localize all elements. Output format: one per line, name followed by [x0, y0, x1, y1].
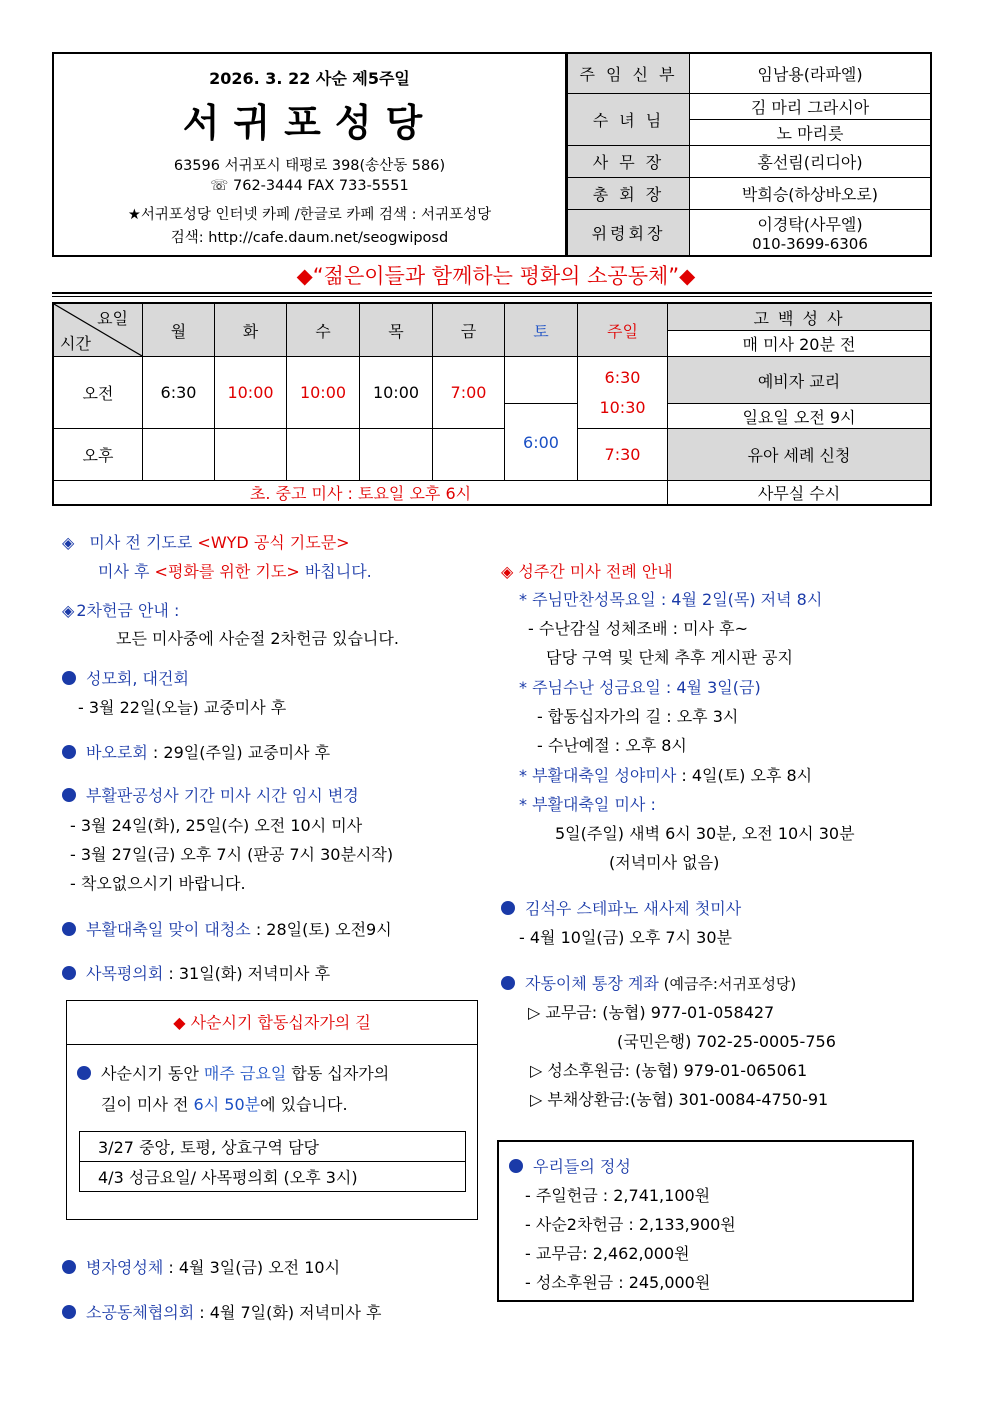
easter-vigil: [519, 763, 812, 786]
cafe-url[interactable]: 검색: http://cafe.daum.net/seogwiposd: [170, 230, 449, 246]
baptism-text: 사무실 수시: [757, 484, 841, 503]
staff-name-line: 이경탁(사무엘): [757, 214, 863, 234]
mothers-text: - 3월 22일(오늘) 교중미사 후: [78, 698, 287, 717]
day-header: 금: [433, 304, 505, 357]
mass-time-mon-am: 6:30: [143, 357, 215, 429]
stations-time: 6시 50분: [193, 1095, 261, 1114]
sick-communion-label: 병자영성체: [86, 1258, 164, 1277]
easter-mass-times: 5일(주일) 새벽 6시 30분, 오전 10시 30분: [555, 824, 855, 843]
am-label: 오전: [54, 357, 143, 429]
account-line: ▷ 성소후원금: (농협) 979-01-065061: [530, 1061, 808, 1080]
mass-time-tue-pm: [215, 429, 287, 481]
second-collection-text: 모든 미사중에 사순절 2차헌금 있습니다.: [116, 629, 399, 648]
circle-bullet-icon: [62, 966, 76, 980]
day-header: 화: [215, 304, 287, 357]
prayer-line-2: [98, 559, 372, 582]
stations-text: 합동 십자가의: [286, 1064, 390, 1083]
good-friday-sub: - 합동십자가의 길 : 오후 3시: [537, 707, 739, 726]
staff-table: [567, 54, 930, 255]
day-header-sunday: 주일: [578, 304, 668, 357]
mass-time-wed-pm: [287, 429, 360, 481]
staff-role: 위령회장: [568, 209, 690, 255]
prayer-before-label: 미사 전 기도로: [89, 533, 198, 552]
staff-name: 김 마리 그라시아: [690, 93, 931, 119]
slogan: ◆“젊은이들과 함께하는 평화의 소공동체”◆: [296, 264, 696, 288]
day-header: 수: [287, 304, 360, 357]
divider: [52, 296, 932, 297]
wyd-prayer: <WYD 공식 기도문>: [197, 533, 350, 552]
prayer-after-end: 바칩니다.: [299, 562, 372, 581]
circle-bullet-icon: [77, 1066, 91, 1080]
council-text: : 31일(화) 저녁미사 후: [163, 964, 331, 983]
paul-label: 바오로회: [86, 743, 148, 762]
parish-phone: ☏ 762-3444 FAX 733-5551: [210, 178, 409, 194]
good-friday: * 주님수난 성금요일 : 4월 3일(금): [519, 678, 761, 697]
mass-time-thu-am: 10:00: [360, 357, 433, 429]
staff-role: 사 무 장: [568, 145, 690, 177]
peace-prayer: <평화를 위한 기도>: [154, 562, 300, 581]
stations-assignment-table: [79, 1131, 466, 1192]
stations-every-friday: 매주 금요일: [203, 1064, 287, 1083]
first-mass-text: - 4월 10일(금) 오후 7시 30분: [519, 928, 732, 947]
mass-time-fri-pm: [433, 429, 505, 481]
confession-text: 매 미사 20분 전: [668, 331, 930, 357]
baptism-title: 유아 세례 신청: [668, 429, 930, 481]
mass-time-sun-am: [578, 357, 668, 429]
circle-bullet-icon: [509, 1159, 523, 1173]
stations-text-line-2: [101, 1092, 348, 1115]
stations-text: 사순시기 동안: [101, 1064, 204, 1083]
stations-assignment-row: 3/27 중앙, 토평, 상효구역 담당: [80, 1132, 466, 1162]
good-friday-sub: - 수난예절 : 오후 8시: [537, 736, 687, 755]
council-label: 사목평의회: [86, 964, 164, 983]
staff-name: 홍선림(리디아): [690, 145, 931, 177]
catechumen-title: 예비자 교리: [668, 357, 930, 404]
cafe-note: ★서귀포성당 인터넷 카페 /한글로 카페 검색 : 서귀포성당: [127, 207, 492, 223]
easter-mass: * 부활대축일 미사 :: [519, 795, 656, 814]
account-label: 자동이체 통장 계좌: [525, 974, 659, 993]
easter-no-evening: (저녁미사 없음): [609, 853, 720, 872]
account-line: (국민은행) 702-25-0005-756: [617, 1032, 836, 1051]
circle-bullet-icon: [62, 671, 76, 685]
sick-communion-item: [62, 1255, 340, 1278]
easter-vigil-time: : 4일(토) 오후 8시: [676, 766, 813, 785]
holy-thursday-sub: - 수난감실 성체조배 : 미사 후~: [528, 619, 749, 638]
divider: [52, 292, 932, 294]
holy-thursday: * 주님만찬성목요일 : 4월 2일(목) 저녁 8시: [519, 590, 823, 609]
offering-line: - 교무금: 2,462,000원: [525, 1244, 690, 1263]
circle-bullet-icon: [62, 745, 76, 759]
parish-info: [54, 54, 567, 255]
staff-role: 총 회 장: [568, 177, 690, 209]
mothers-title: [62, 666, 189, 689]
mass-schedule-table: [52, 302, 932, 506]
pm-label: 오후: [54, 429, 143, 481]
account-title: [501, 971, 796, 994]
stations-text: 에 있습니다.: [260, 1095, 348, 1114]
sun-am-time: 6:30: [604, 367, 641, 387]
offerings-box: [497, 1140, 914, 1302]
community-council-text: : 4월 7일(화) 저녁미사 후: [194, 1303, 382, 1322]
mass-time-sun-pm: 7:30: [578, 429, 668, 481]
holy-week-title: ◈ 성주간 미사 전례 안내: [501, 562, 673, 581]
schedule-change-label: 부활판공성사 기간 미사 시간 임시 변경: [86, 786, 359, 805]
sick-communion-text: : 4월 3일(금) 오전 10시: [163, 1258, 341, 1277]
diamond-bullet-icon: ◈: [62, 601, 75, 620]
account-line: ▷ 교무금: (농협) 977-01-058427: [528, 1003, 775, 1022]
corner-time-label: 시간: [60, 334, 91, 353]
account-line: ▷ 부채상환금:(농협) 301-0084-4750-91: [530, 1090, 829, 1109]
staff-name: 임남용(라파엘): [690, 54, 931, 93]
circle-bullet-icon: [62, 1260, 76, 1274]
second-collection-title: [62, 598, 179, 621]
parish-header: [52, 52, 932, 257]
staff-name: 노 마리릇: [690, 119, 931, 145]
second-collection-label: 2차헌금 안내 :: [76, 601, 180, 620]
holy-thursday-sub: 담당 구역 및 단체 추후 게시판 공지: [546, 648, 793, 667]
schedule-change-title: [62, 783, 359, 806]
catechumen-text: 일요일 오전 9시: [668, 404, 930, 429]
staff-role: 수 녀 님: [568, 93, 690, 145]
mass-time-wed-am: 10:00: [287, 357, 360, 429]
corner-cell: [54, 304, 143, 357]
stations-box-title: ◆ 사순시기 합동십자가의 길: [67, 1001, 477, 1045]
easter-vigil-label: * 부활대축일 성야미사: [519, 766, 677, 785]
account-owner: (예금주:서귀포성당): [658, 975, 797, 993]
community-council-item: [62, 1300, 382, 1323]
council-item: [62, 961, 330, 984]
stations-text: 길이 미사 전: [101, 1095, 194, 1114]
circle-bullet-icon: [501, 976, 515, 990]
confession-title: 고 백 성 사: [668, 304, 930, 331]
day-header-saturday: 토: [505, 304, 578, 357]
stations-of-cross-box: [66, 1000, 478, 1220]
stations-text-line-1: [77, 1061, 389, 1084]
prayer-after-label: 미사 후: [98, 562, 155, 581]
offering-line: - 주일헌금 : 2,741,100원: [525, 1186, 711, 1205]
circle-bullet-icon: [62, 1305, 76, 1319]
parish-name: 서귀포성당: [182, 101, 437, 145]
staff-phone: 010-3699-6306: [752, 234, 868, 253]
mass-time-fri-am: 7:00: [433, 357, 505, 429]
mass-time-tue-am: 10:00: [215, 357, 287, 429]
cleaning-item: [62, 917, 392, 940]
day-header: 목: [360, 304, 433, 357]
mass-time-sat-am: [505, 357, 578, 404]
staff-name: [690, 209, 931, 255]
circle-bullet-icon: [62, 788, 76, 802]
first-mass-title: [501, 896, 741, 919]
youth-mass-note: 초. 중고 미사 : 토요일 오후 6시: [54, 481, 668, 504]
stations-assignment-row: 4/3 성금요일/ 사목평의회 (오후 3시): [80, 1162, 466, 1192]
diamond-bullet-icon: ◈: [62, 533, 75, 552]
corner-day-label: 요일: [97, 309, 128, 328]
offerings-title: [509, 1154, 631, 1177]
staff-name: 박희승(하상바오로): [690, 177, 931, 209]
mothers-label: 성모회, 대건회: [86, 669, 189, 688]
mass-time-mon-pm: [143, 429, 215, 481]
sun-am-time: 10:30: [599, 397, 646, 417]
circle-bullet-icon: [62, 922, 76, 936]
parish-address: 63596 서귀포시 태평로 398(송산동 586): [173, 158, 446, 174]
paul-item: [62, 740, 330, 763]
bulletin-date: 2026. 3. 22 사순 제5주일: [209, 69, 410, 88]
prayer-line-1: [62, 530, 350, 553]
offering-line: - 사순2차헌금 : 2,133,900원: [525, 1215, 736, 1234]
schedule-change-line: - 3월 27일(금) 오후 7시 (판공 7시 30분시작): [70, 845, 394, 864]
schedule-change-line: - 착오없으시기 바랍니다.: [70, 874, 246, 893]
staff-role: 주 임 신 부: [568, 54, 690, 93]
cleaning-text: : 28일(토) 오전9시: [250, 920, 392, 939]
cleaning-label: 부활대축일 맞이 대청소: [86, 920, 251, 939]
day-header: 월: [143, 304, 215, 357]
first-mass-label: 김석우 스테파노 새사제 첫미사: [525, 899, 742, 918]
mass-time-sat-pm: 6:00: [505, 404, 578, 481]
paul-text: : 29일(주일) 교중미사 후: [147, 743, 331, 762]
community-council-label: 소공동체협의회: [86, 1303, 195, 1322]
offering-line: - 성소후원금 : 245,000원: [525, 1273, 711, 1292]
offerings-label: 우리들의 정성: [533, 1157, 631, 1176]
mass-time-thu-pm: [360, 429, 433, 481]
schedule-change-line: - 3월 24일(화), 25일(수) 오전 10시 미사: [70, 816, 363, 835]
circle-bullet-icon: [501, 901, 515, 915]
